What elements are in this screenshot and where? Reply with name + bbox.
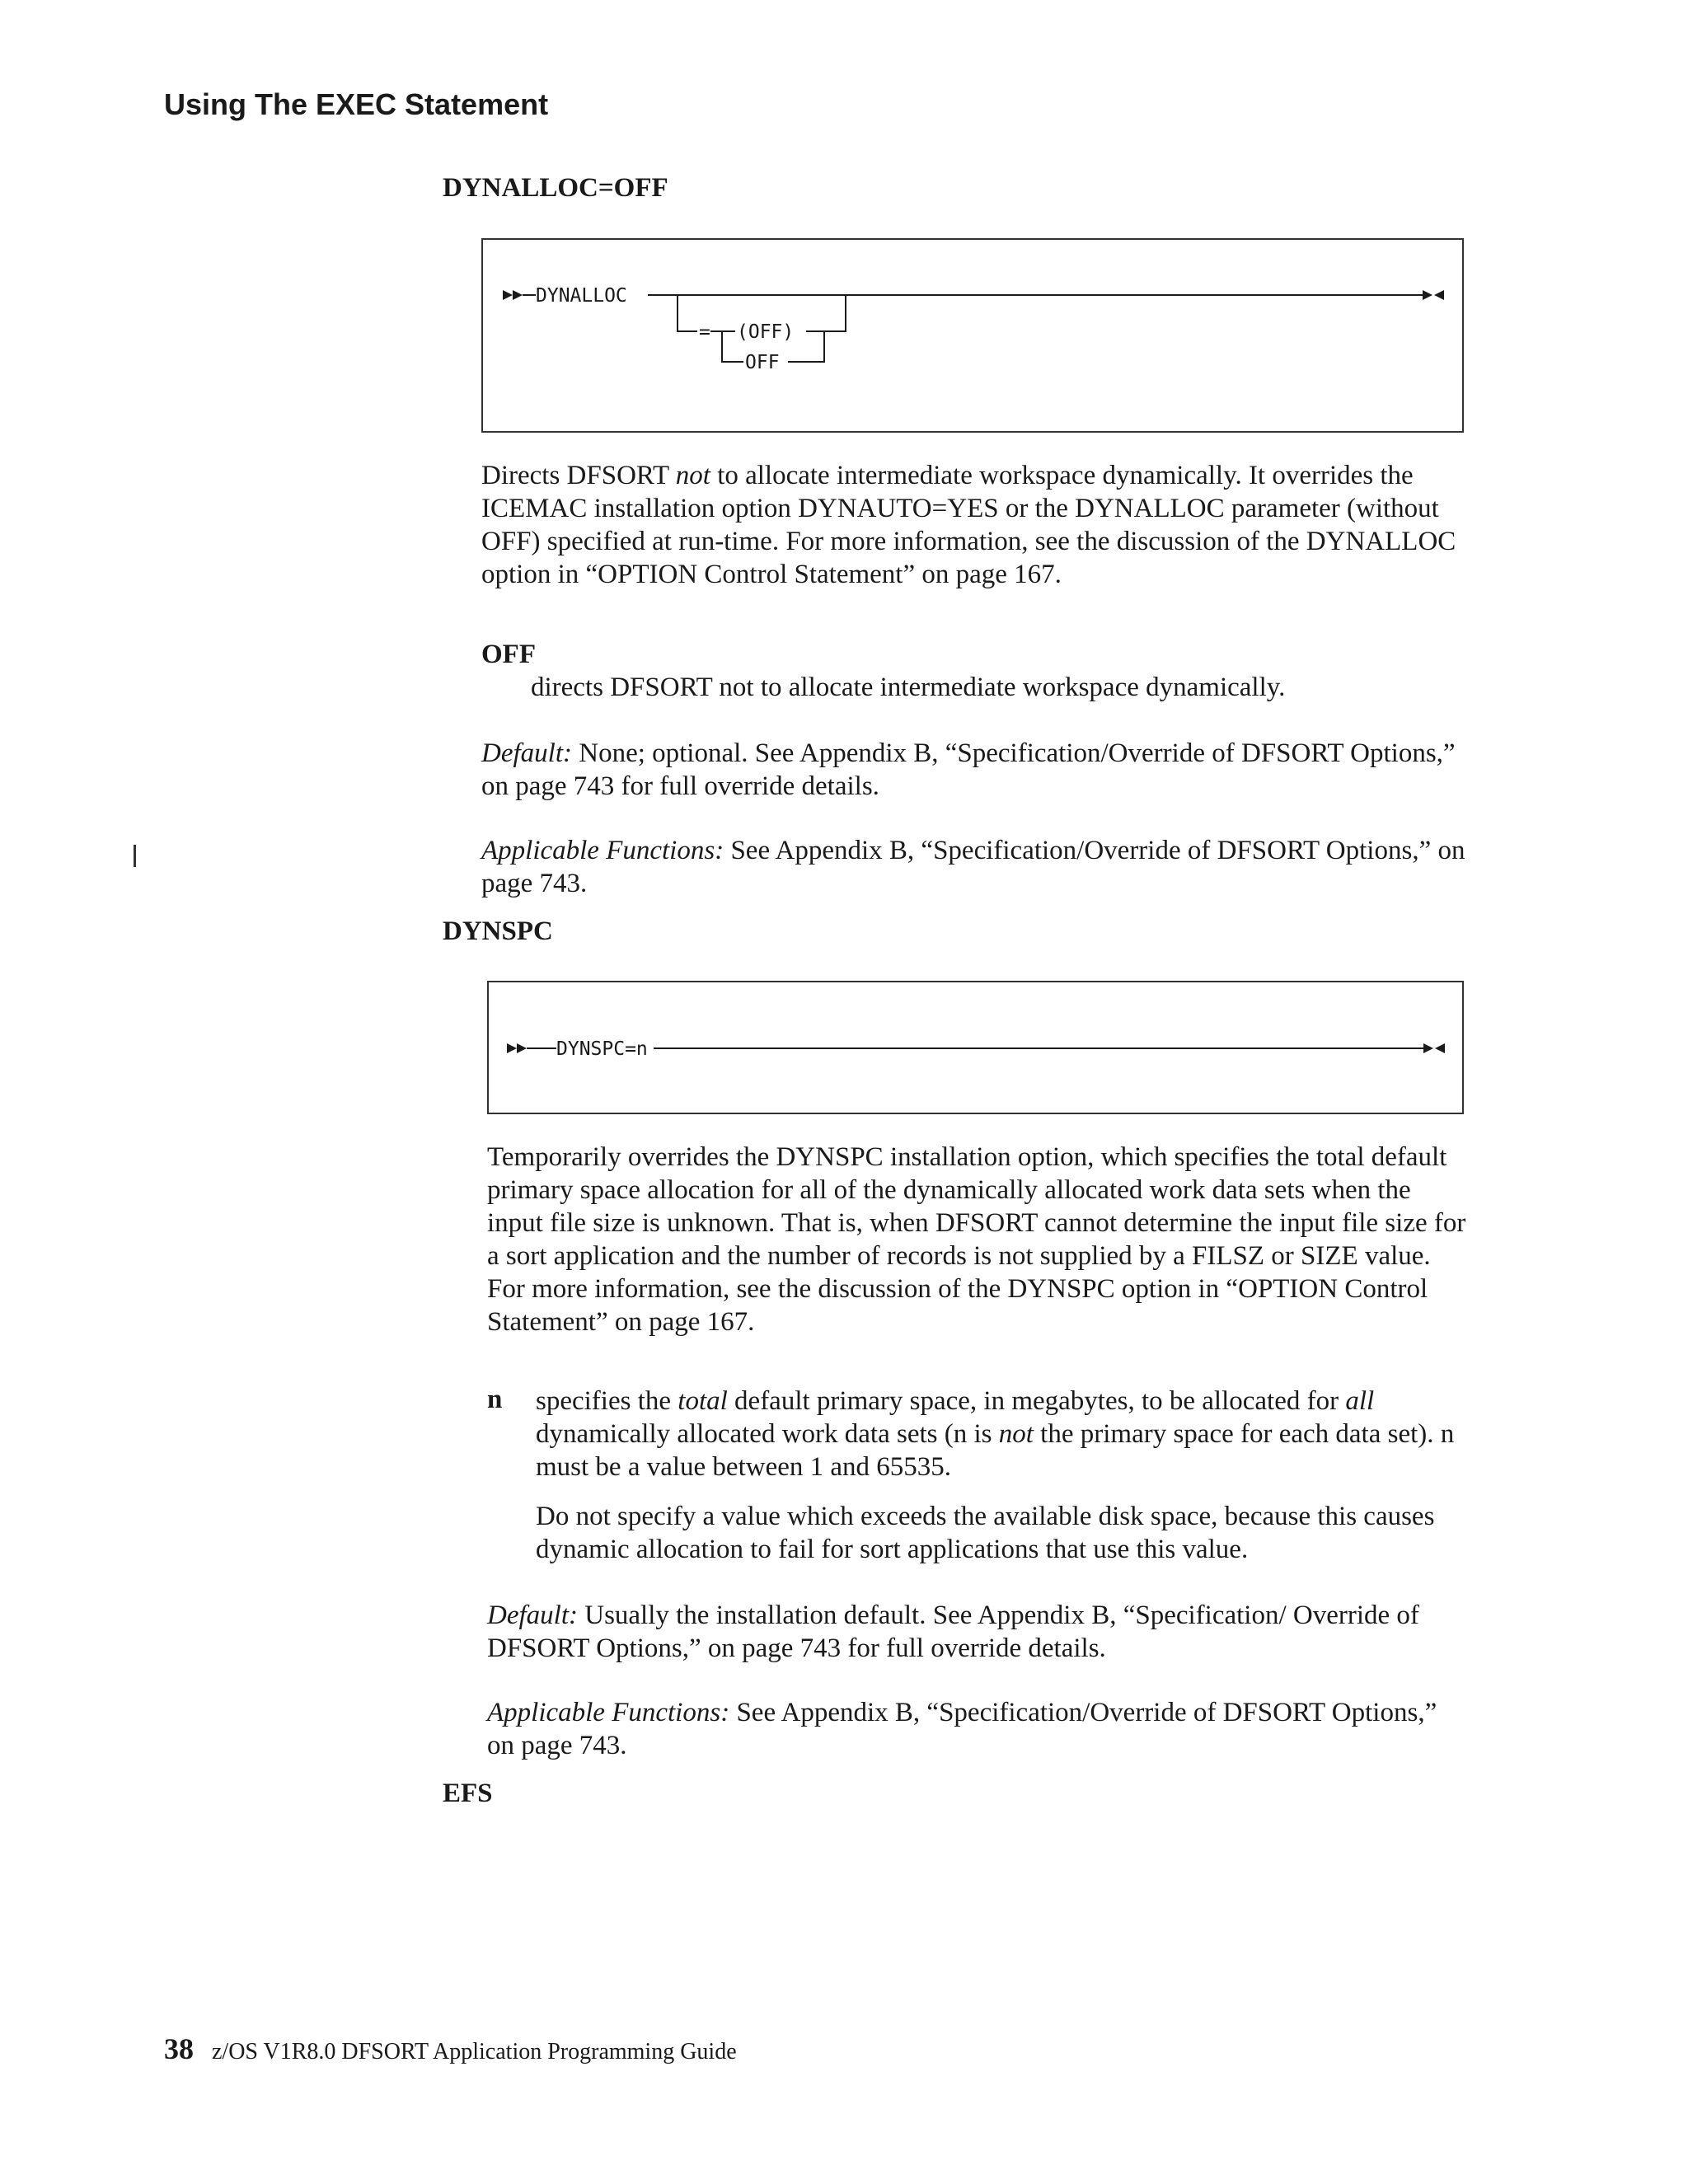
- dynalloc-heading: DYNALLOC=OFF: [443, 173, 668, 203]
- n-desc-total: total: [678, 1386, 728, 1416]
- dynalloc-description: [481, 459, 1470, 591]
- dynalloc-keyword: DYNALLOC: [536, 285, 627, 307]
- n-desc-b: default primary space, in megabytes, to be allocated for: [727, 1386, 1346, 1416]
- dynspc-heading: DYNSPC: [443, 916, 553, 946]
- dynspc-railroad-svg: [489, 982, 1465, 1116]
- n-desc-d: the primary space for each data set). n must be a value between 1 and 65535.: [536, 1419, 1455, 1482]
- page-footer: [164, 2032, 737, 2066]
- dynspc-syntax-diagram: [487, 981, 1464, 1114]
- dynalloc-desc-a: Directs DFSORT: [481, 461, 676, 490]
- dynalloc-desc-b: to allocate intermediate workspace dynamically. It overrides the ICEMAC installation option DYNAUTO=YES or the DYNALLOC parameter (without OFF) specified at run-time. For more information, see the discussion of the DYNALLOC option in “OPTION Control Statement” on page 167.: [481, 461, 1456, 589]
- n-desc-all: all: [1345, 1386, 1375, 1416]
- efs-heading: EFS: [443, 1779, 493, 1808]
- default-label: Default:: [487, 1601, 578, 1630]
- n-desc-not: not: [998, 1419, 1034, 1449]
- n-note: Do not specify a value which exceeds the available disk space, because this causes dynamic allocation to fail for sort applications that use this value.: [536, 1502, 1435, 1564]
- book-title: z/OS V1R8.0 DFSORT Application Programming Guide: [212, 2039, 737, 2064]
- dynalloc-applicable-functions: [481, 834, 1470, 900]
- functions-label: Applicable Functions:: [487, 1698, 730, 1727]
- dynspc-keyword: DYNSPC=n: [556, 1038, 648, 1060]
- off-term: OFF: [481, 640, 536, 669]
- dynspc-default: [487, 1599, 1468, 1665]
- end-arrow-icon: [1423, 1043, 1433, 1053]
- dynalloc-railroad-svg: [483, 240, 1465, 434]
- dynalloc-option-alt: OFF: [745, 352, 780, 373]
- end-arrow-icon-2: [1435, 1043, 1445, 1053]
- default-label: Default:: [481, 738, 572, 768]
- off-description: directs DFSORT not to allocate intermediate workspace dynamically.: [531, 673, 1286, 702]
- n-description: [536, 1385, 1467, 1483]
- revision-bar: [134, 845, 136, 867]
- dynalloc-desc-emph: not: [675, 461, 710, 490]
- default-text: None; optional. See Appendix B, “Specification/Override of DFSORT Options,” on page 743 for full override details.: [481, 738, 1456, 801]
- end-arrow-icon-2: [1434, 290, 1444, 300]
- dynspc-description: Temporarily overrides the DYNSPC installation option, which specifies the total default primary space allocation for all of the dynamically allocated work data sets when the input file size is unknown. That is, when DFSORT cannot determine the input file size for a sort application and the number of records is not supplied by a FILSZ or SIZE value. For more information, see the discussion of the DYNSPC option in “OPTION Control Statement” on page 167.: [487, 1142, 1466, 1337]
- start-arrow-icon: [507, 1043, 517, 1053]
- functions-text: See Appendix B, “Specification/Override of DFSORT Options,” on page 743.: [481, 836, 1465, 898]
- functions-text: See Appendix B, “Specification/Override of DFSORT Options,” on page 743.: [487, 1698, 1437, 1760]
- default-text: Usually the installation default. See Appendix B, “Specification/ Override of DFSORT Options,” on page 743 for full override details.: [487, 1601, 1419, 1663]
- running-head: Using The EXEC Statement: [164, 87, 549, 121]
- end-arrow-icon: [1423, 290, 1432, 300]
- start-arrow-icon-2: [513, 290, 523, 300]
- n-desc-c: dynamically allocated work data sets (n is: [536, 1419, 999, 1449]
- n-desc-a: specifies the: [536, 1386, 678, 1416]
- start-arrow-icon-2: [517, 1043, 527, 1053]
- dynalloc-default: [481, 737, 1470, 803]
- dynalloc-equals: =: [699, 321, 710, 343]
- functions-label: Applicable Functions:: [481, 836, 724, 865]
- start-arrow-icon: [503, 290, 513, 300]
- dynspc-applicable-functions: [487, 1696, 1468, 1762]
- dynalloc-option-default: (OFF): [737, 321, 795, 343]
- page-number: 38: [164, 2032, 194, 2065]
- n-term: n: [487, 1385, 503, 1414]
- dynalloc-syntax-diagram: [481, 238, 1464, 433]
